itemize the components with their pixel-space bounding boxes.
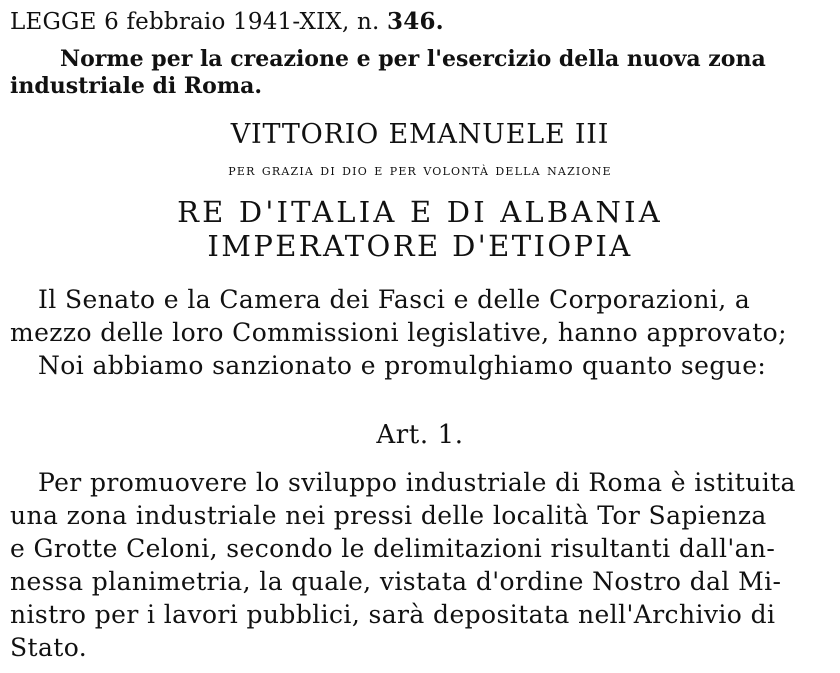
preamble-line-2: mezzo delle loro Commissioni legislative, hanno approvato; [10, 318, 787, 347]
article-line-1: Per promuovere lo sviluppo industriale di Roma è istituita [38, 468, 796, 497]
king-name: VITTORIO EMANUELE III [230, 119, 610, 150]
by-grace-line: per grazia di dio e per volontà della nazione [228, 160, 612, 179]
law-number: 346. [387, 8, 444, 35]
article-line-2: una zona industriale nei pressi delle località Tor Sapienza [10, 501, 767, 530]
law-subject-line-1: Norme per la creazione e per l'esercizio della nuova zona [60, 46, 766, 72]
preamble-line-3: Noi abbiamo sanzionato e promulghiamo quanto segue: [38, 351, 767, 380]
royal-title-line-1: RE D'ITALIA E DI ALBANIA [177, 195, 663, 229]
article-line-6: Stato. [10, 633, 88, 662]
article-line-4: nessa planimetria, la quale, vistata d'ordine Nostro dal Mi- [10, 567, 782, 596]
article-line-5: nistro per i lavori pubblici, sarà depositata nell'Archivio di [10, 600, 776, 629]
article-line-3: e Grotte Celoni, secondo le delimitazioni risultanti dall'an- [10, 534, 776, 563]
royal-title-line-2: IMPERATORE D'ETIOPIA [207, 229, 633, 263]
preamble-line-1: Il Senato e la Camera dei Fasci e delle Corporazioni, a [38, 285, 751, 314]
law-date: LEGGE 6 febbraio 1941-XIX, n. [10, 9, 380, 35]
law-header [10, 10, 444, 34]
article-heading: Art. 1. [376, 420, 464, 450]
law-subject-line-2: industriale di Roma. [10, 73, 263, 99]
